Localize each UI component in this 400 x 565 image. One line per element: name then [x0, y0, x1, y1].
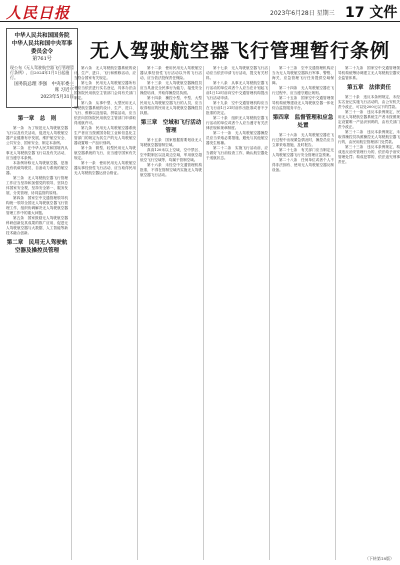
article-paragraph: 第十八条 从事无人驾驶航空器飞行活动的单位或者个人应当在计划起飞前1日12时前向空中交通管理机构提出飞行活动申请。 — [206, 81, 268, 100]
chapter-heading: 第四章 监督管理和应急处置 — [272, 115, 334, 129]
article-paragraph: 第三十条 违反本条例规定，未经实名登记实施飞行活动的，由公安机关责令改正，可以处200元以下的罚款。 — [338, 95, 400, 109]
article-paragraph: 第十一条 使用民用无人驾驶航空器从事经营性飞行活动，应当取得民用无人驾驶航空器运营合格证。 — [74, 161, 136, 175]
column-divider — [71, 66, 72, 560]
text-column-6 — [338, 66, 400, 560]
text-column-4 — [206, 66, 268, 560]
article-paragraph: 本条例所称无人驾驶航空器，是指没有机载驾驶员、自备动力系统的航空器。 — [6, 161, 68, 175]
column-divider — [137, 66, 138, 560]
article-paragraph: 第十四条 操控小型、中型、大型民用无人驾驶航空器飞行的人员，应当取得相应的民用无人驾驶航空器操控员执照。 — [140, 96, 202, 115]
article-paragraph: 第十九条 空中交通管理机构应当在飞行前1日21时前作出批准或者不予批准的决定。 — [206, 101, 268, 115]
column-divider — [203, 66, 204, 560]
article-paragraph: 第三十二条 违反本条例规定，未取得操控员执照操控无人驾驶航空器飞行的，由民用航空管理部门处罚款。 — [338, 130, 400, 144]
article-paragraph: 第二十三条 空中交通管理机构应当为无人驾驶航空器执行军事、警察、海关、应急管理飞行任务提供空域保障。 — [272, 66, 334, 85]
decree-date: 2023年5月31日 — [40, 94, 74, 100]
article-paragraph: 第一条 为了规范无人驾驶航空器飞行以及有关活动，促进无人驾驶航空器产业健康有序发展，维护航空安全、公共安全、国家安全，制定本条例。 — [6, 126, 68, 145]
article-paragraph: 第五条 国家鼓励无人驾驶航空器科研创新及其成果的推广应用，促进无人驾驶航空器与大数据、人工智能等新技术融合创新。 — [6, 216, 68, 235]
article-paragraph: 第二十四条 无人驾驶航空器在飞行过程中，应当遵守避让规则。 — [272, 86, 334, 95]
article-paragraph: 第二条 在中华人民共和国境内从事无人驾驶航空器飞行以及有关活动，应当遵守本条例。 — [6, 146, 68, 160]
chapter-heading: 第一章 总 则 — [17, 116, 57, 122]
article-paragraph: 第二十一条 无人驾驶航空器操控员应当采取必要措施，避免与其他航空器发生相撞。 — [206, 131, 268, 145]
issue-date: 2023年6月28日 星期三 — [270, 10, 335, 17]
chapter-heading: 第五章 法律责任 — [346, 85, 391, 91]
column-divider — [335, 66, 336, 560]
column-divider — [269, 66, 270, 560]
newspaper-logo: 人民日报 — [6, 4, 71, 22]
decree-signature: 国务院总理 李强 中央军委主席 习近平 — [14, 81, 74, 93]
decree-issuer-1: 中华人民共和国国务院 — [14, 33, 70, 39]
article-paragraph: 第九条 民用无人驾驶航空器系统生产者应当按照国务院工业和信息化主管部门的规定为其生产的无人驾驶航空器设置唯一产品识别码。 — [74, 126, 136, 145]
article-paragraph: 第六条 无人驾驶航空器系统的设计、生产、进口、飞行和维修活动，应当符合国家有关规定。 — [74, 66, 136, 80]
article-paragraph: 第二十七条 有关部门应当制定无人驾驶航空器飞行安全管理应急预案。 — [272, 148, 334, 157]
text-column-3 — [140, 66, 202, 560]
text-column-2 — [74, 66, 136, 560]
article-paragraph: 第十六条 未经空中交通管理机构批准，不得在管制空域内实施无人驾驶航空器飞行活动。 — [140, 163, 202, 177]
article-paragraph: 第三条 无人驾驶航空器飞行管理工作应当坚持和加强党的领导，坚持总体国家安全观，坚持安全第一、服务发展、分类管理、协同监管的原则。 — [6, 176, 68, 195]
article-paragraph: 第三十三条 违反本条例规定，构成违反治安管理行为的，依法给予治安管理处罚；构成犯罪的，依法追究刑事责任。 — [338, 145, 400, 164]
article-paragraph: 第二十六条 无人驾驶航空器在飞行过程中出现紧急情况时，操控员应当立即采取措施，及时报告。 — [272, 133, 334, 147]
article-paragraph: 第三十一条 违反本条例规定，民用无人驾驶航空器系统生产者未按照规定设置唯一产品识别码的，由有关部门责令改正。 — [338, 110, 400, 129]
chapter-heading: 第三章 空域和飞行活动管理 — [140, 120, 202, 134]
article-paragraph: 第七条 民用无人驾驶航空器所有者应当依法进行实名登记，具体办法由国务院民用航空主管部门会同有关部门制定。 — [74, 81, 136, 100]
continued-note: （下转第18版） — [364, 556, 394, 561]
article-paragraph: 第十五条 国家根据需要划设无人驾驶航空器管制空域。 — [140, 138, 202, 147]
page-number: 17 文件 — [345, 5, 398, 21]
decree-body: 现公布《无人驾驶航空器飞行管理暂行条例》，自2024年1月1日起施行。 — [10, 65, 74, 81]
masthead — [0, 0, 400, 22]
article-paragraph: 第四条 国家空中交通管理领导机构统一领导全国无人驾驶航空器飞行管理工作，组织协调解决无人驾驶航空器管理工作中的重大问题。 — [6, 196, 68, 215]
article-paragraph: 第十条 微型、轻型民用无人驾驶航空器系统的飞行，应当遵守国家有关规定。 — [74, 146, 136, 160]
article-paragraph: 真高120米以上空域，空中禁区、空中限制区以及周边空域，军用航空超低空飞行空域等，均属于管制空域。 — [140, 148, 202, 162]
text-column-1 — [6, 112, 68, 560]
text-column-5 — [272, 66, 334, 560]
article-paragraph: 第二十九条 国家空中交通管理领导机构统筹协调建立无人驾驶航空器安全监管体系。 — [338, 66, 400, 80]
article-paragraph: 第二十五条 国家空中交通管理领导机构统筹建设无人驾驶航空器一体化综合监管服务平台。 — [272, 96, 334, 110]
decree-number: 第761号 — [32, 56, 52, 62]
article-paragraph: 第十二条 使用民用无人驾驶航空器从事经营性飞行活动以外的飞行活动，应当依法投保责任保险。 — [140, 66, 202, 80]
article-headline: 无人驾驶航空器飞行管理暂行条例 — [89, 40, 390, 62]
decree-issuer-2: 中华人民共和国中央军事委员会令 — [11, 41, 73, 55]
article-paragraph: 第十七条 无人驾驶航空器飞行活动应当依法申请飞行活动，提交有关材料。 — [206, 66, 268, 80]
article-paragraph: 第十三条 无人驾驶航空器操控员应当具备完全民事行为能力，接受安全操控培训，并取得操控员执照。 — [140, 81, 202, 95]
article-paragraph: 第八条 从事中型、大型民用无人驾驶航空器系统的设计、生产、进口、飞行、维修以及组装、拼装活动，应当依法向国务院民用航空主管部门申请取得适航许可。 — [74, 101, 136, 125]
decree-box — [6, 28, 78, 108]
article-paragraph: 第二十二条 实施飞行活动前，应当做好飞行前检查工作，确认航空器处于适航状态。 — [206, 146, 268, 160]
article-paragraph: 第二十八条 任何单位或者个人不得非法拥有、使用无人驾驶航空器反制设备。 — [272, 158, 334, 172]
chapter-heading: 第二章 民用无人驾驶航空器及操控员管理 — [6, 240, 68, 254]
article-paragraph: 第二十条 组织无人驾驶航空器飞行活动的单位或者个人应当遵守有关法律法规和规章制度。 — [206, 116, 268, 130]
